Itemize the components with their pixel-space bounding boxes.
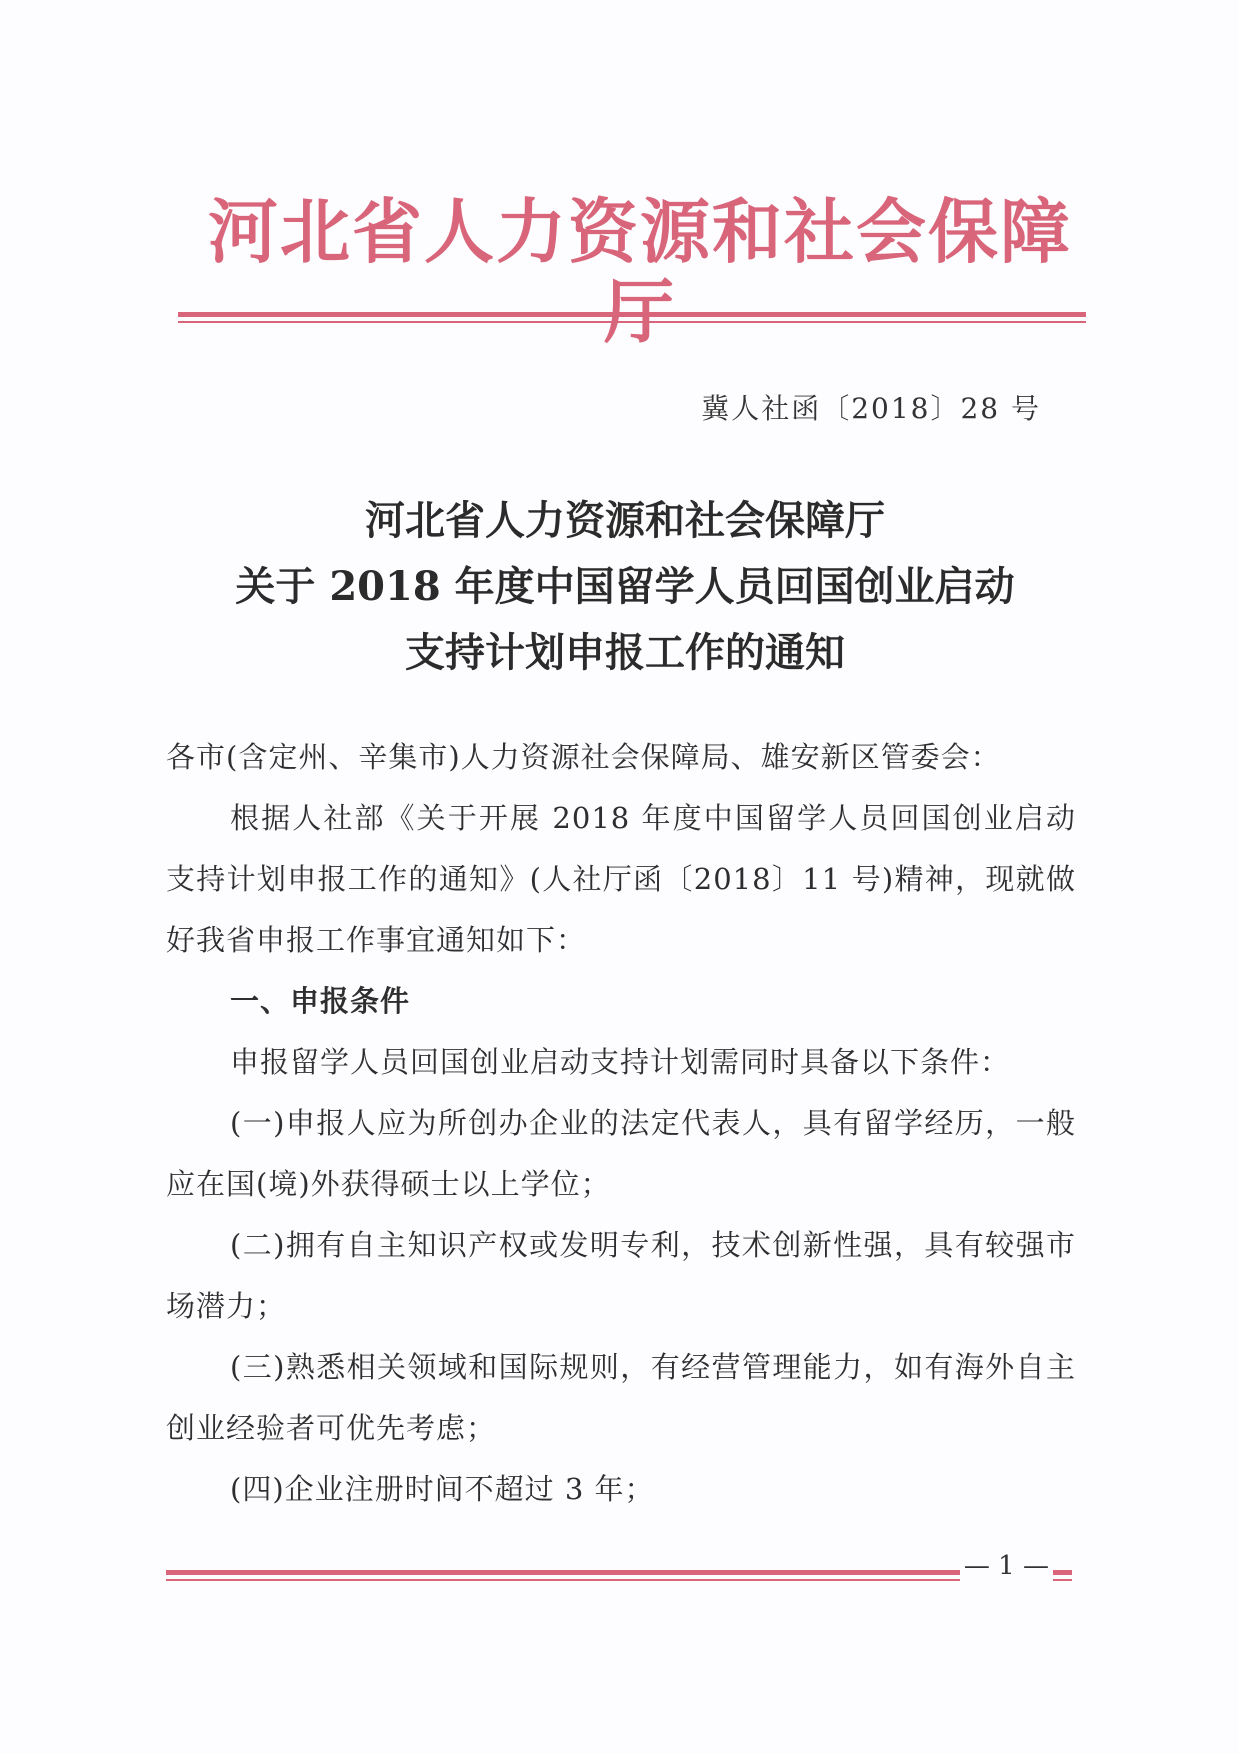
title-line-1: 河北省人力资源和社会保障厅	[365, 497, 885, 544]
document-title	[150, 488, 1100, 686]
header-red-rule	[178, 312, 1086, 323]
section-heading-conditions: 一、申报条件	[230, 984, 411, 1018]
condition-item-2: (二)拥有自主知识产权或发明专利，技术创新性强，具有较强市场潜力；	[166, 1228, 1076, 1323]
document-body	[166, 727, 1076, 1520]
footer-red-rule	[166, 1570, 1072, 1581]
conditions-intro: 申报留学人员回国创业启动支持计划需同时具备以下条件：	[230, 1045, 1011, 1079]
issuing-authority-header: 河北省人力资源和社会保障	[208, 190, 1072, 273]
document-number: 冀人社函〔2018〕28 号	[701, 392, 1041, 425]
recipients-line: 各市(含定州、辛集市)人力资源社会保障局、雄安新区管委会：	[166, 740, 1001, 774]
footer-rule-thin	[166, 1579, 1072, 1581]
condition-item-3: (三)熟悉相关领域和国际规则，有经营管理能力，如有海外自主创业经验者可优先考虑；	[166, 1350, 1076, 1445]
condition-item-4: (四)企业注册时间不超过 3 年；	[230, 1472, 655, 1506]
title-line-2: 关于 2018 年度中国留学人员回国创业启动	[235, 563, 1015, 610]
title-line-3: 支持计划申报工作的通知	[405, 629, 845, 676]
header-rule-thin	[178, 321, 1086, 323]
condition-item-1: (一)申报人应为所创办企业的法定代表人，具有留学经历，一般应在国(境)外获得硕士以上学位；	[166, 1106, 1076, 1201]
intro-paragraph: 根据人社部《关于开展 2018 年度中国留学人员回国创业启动支持计划申报工作的通知》(人社厅函〔2018〕11 号)精神，现就做好我省申报工作事宜通知如下：	[166, 801, 1076, 957]
page-number: — 1 —	[960, 1551, 1053, 1581]
